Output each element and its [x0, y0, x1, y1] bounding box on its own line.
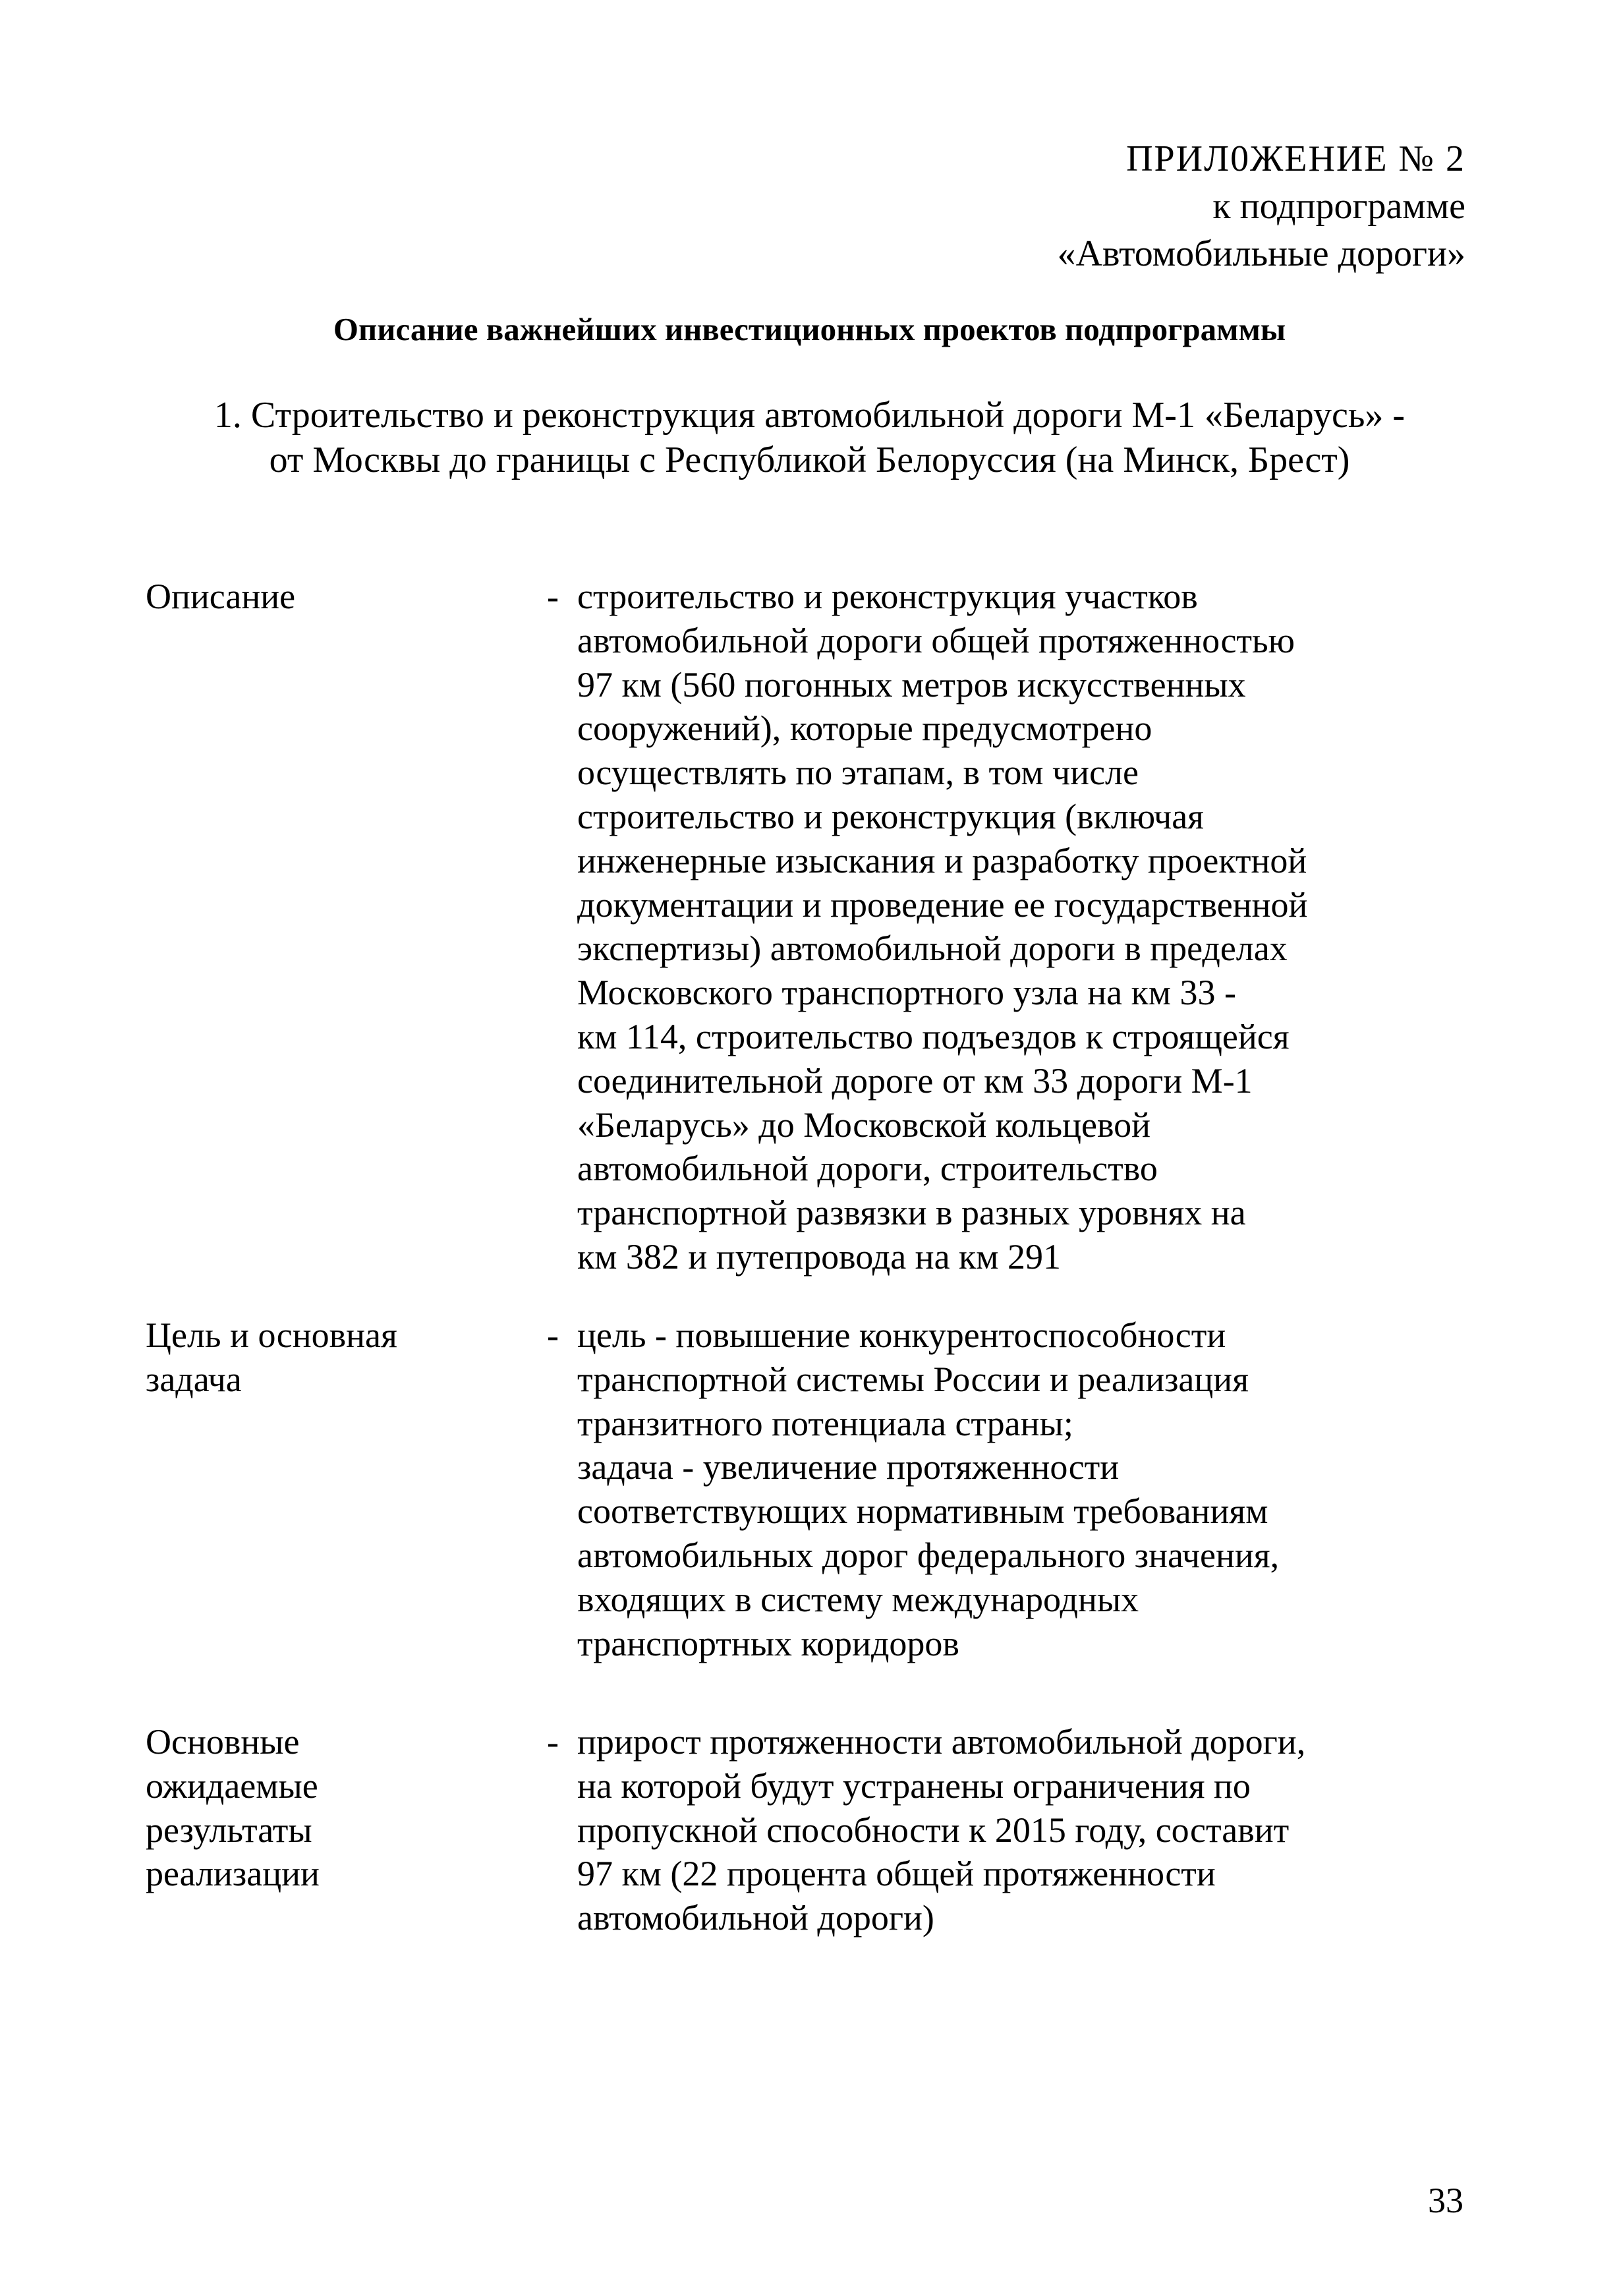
- row-value-line: строительство и реконструкция участков: [577, 577, 1198, 616]
- row-value-line: прирост протяженности автомобильной дороги,: [577, 1722, 1306, 1762]
- row-value-line: автомобильной дороги общей протяженностью: [577, 620, 1295, 660]
- row-value-line: соединительной дороге от км 33 дороги М-1: [577, 1060, 1253, 1101]
- row-value-line: соответствующих нормативным требованиям: [577, 1491, 1268, 1532]
- row-label-line: Цель и основная: [146, 1315, 397, 1355]
- row-label-line: Описание: [146, 577, 296, 616]
- row-label-line: задача: [146, 1359, 242, 1399]
- row-value-line: экспертизы) автомобильной дороги в пределах: [577, 929, 1288, 969]
- appendix-subprogram-name: «Автомобильные дороги»: [1057, 233, 1465, 274]
- row-value-line: автомобильных дорог федерального значения,: [577, 1535, 1280, 1575]
- row-value-line: цель - повышение конкурентоспособности: [577, 1315, 1226, 1355]
- row-value: [577, 1720, 1305, 1940]
- row-value-line: транзитного потенциала страны;: [577, 1403, 1073, 1443]
- row-value-line: документации и проведение ее государственной: [577, 884, 1308, 925]
- row-value-line: сооружений), которые предусмотрено: [577, 708, 1152, 749]
- row-value-line: осуществлять по этапам, в том числе: [577, 753, 1139, 793]
- row-value-line: 97 км (560 погонных метров искусственных: [577, 664, 1246, 704]
- row-label: [146, 575, 295, 619]
- document-heading: Описание важнейших инвестиционных проектов подпрограммы: [333, 311, 1286, 347]
- row-value-line: транспортной системы России и реализация: [577, 1359, 1249, 1399]
- row-value-line: Московского транспортного узла на км 33 -: [577, 973, 1237, 1013]
- row-label: [146, 1313, 397, 1402]
- row-value: [577, 1313, 1279, 1665]
- appendix-title: ПРИЛ0ЖЕНИЕ № 2: [1126, 138, 1465, 179]
- row-label-line: результаты: [146, 1810, 312, 1850]
- row-value-line: на которой будут устранены ограничения по: [577, 1765, 1251, 1806]
- row-value-line: км 114, строительство подъездов к строящейся: [577, 1016, 1290, 1056]
- row-value-line: задача - увеличение протяженности: [577, 1447, 1120, 1487]
- row-dash: -: [547, 1722, 559, 1762]
- row-label: [146, 1720, 320, 1896]
- appendix-header: [1058, 135, 1465, 277]
- row-value-line: км 382 и путепровода на км 291: [577, 1236, 1061, 1277]
- row-value-line: «Беларусь» до Московской кольцевой: [577, 1105, 1151, 1145]
- page-number: 33: [1428, 2181, 1463, 2220]
- row-value: [577, 575, 1307, 1279]
- appendix-subprogram-line: к подпрограмме: [1212, 186, 1465, 227]
- row-label-line: реализации: [146, 1854, 320, 1894]
- row-label-line: Основные: [146, 1722, 300, 1762]
- row-dash: -: [547, 1315, 559, 1355]
- row-value-line: транспортной развязки в разных уровнях на: [577, 1193, 1246, 1233]
- project-title-line: от Москвы до границы с Республикой Белоруссия (на Минск, Брест): [269, 440, 1350, 480]
- row-dash: -: [547, 577, 559, 616]
- row-value-line: автомобильной дороги, строительство: [577, 1149, 1158, 1189]
- row-value-line: входящих в систему международных: [577, 1579, 1139, 1619]
- row-value-line: строительство и реконструкция (включая: [577, 796, 1205, 836]
- row-value-line: инженерные изыскания и разработку проектной: [577, 840, 1307, 880]
- row-value-line: 97 км (22 процента общей протяженности: [577, 1854, 1216, 1894]
- row-label-line: ожидаемые: [146, 1765, 318, 1806]
- project-title-line: 1. Строительство и реконструкция автомобильной дороги М-1 «Беларусь» -: [213, 395, 1406, 436]
- project-title: [0, 393, 1619, 482]
- row-value-line: транспортных коридоров: [577, 1623, 959, 1663]
- row-value-line: пропускной способности к 2015 году, составит: [577, 1810, 1290, 1850]
- row-value-line: автомобильной дороги): [577, 1898, 934, 1938]
